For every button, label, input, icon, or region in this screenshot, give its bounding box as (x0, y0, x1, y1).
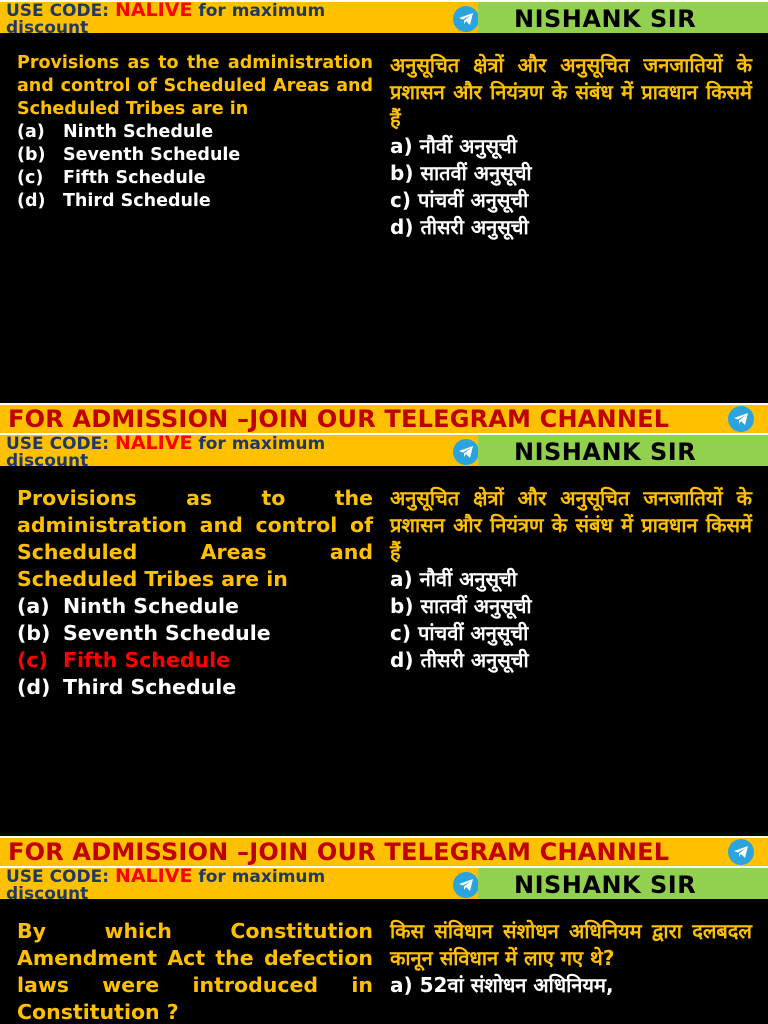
option-d-hindi[interactable] (390, 214, 752, 241)
question-hindi (390, 52, 752, 241)
option-a[interactable] (17, 121, 373, 144)
promo-code: NALIVE (114, 0, 193, 21)
promo-code: NALIVE (114, 433, 193, 454)
option-c[interactable] (17, 167, 373, 190)
option-a-hindi[interactable] (390, 566, 752, 593)
option-c-hindi[interactable] (390, 620, 752, 647)
options-english (17, 593, 373, 701)
promo-prefix: USE CODE: (6, 1, 115, 21)
option-text: Ninth Schedule (63, 122, 214, 142)
slide-header (0, 433, 768, 471)
option-b-hindi[interactable] (390, 160, 752, 187)
option-label: a) (390, 134, 413, 158)
option-b[interactable] (17, 144, 373, 167)
telegram-icon[interactable] (728, 406, 754, 432)
slide-header (0, 866, 768, 904)
option-label: d) (390, 215, 414, 239)
question-hindi (390, 485, 752, 674)
slide-header (0, 0, 768, 38)
telegram-icon[interactable] (453, 439, 479, 465)
option-text: तीसरी अनुसूची (420, 648, 529, 672)
option-text: Seventh Schedule (63, 621, 271, 645)
question-english (17, 918, 373, 1024)
admission-banner[interactable] (0, 403, 768, 433)
option-d-hindi[interactable] (390, 647, 752, 674)
option-text: Ninth Schedule (63, 594, 239, 618)
option-a[interactable] (17, 593, 373, 620)
question-hindi (390, 918, 752, 999)
option-label: (a) (17, 122, 45, 142)
option-text: नौवीं अनुसूची (419, 134, 517, 158)
telegram-icon[interactable] (728, 839, 754, 865)
promo-banner (6, 435, 366, 470)
question-slide-1 (0, 0, 768, 433)
option-text: पांचवीं अनुसूची (417, 188, 529, 212)
question-text-hindi: अनुसूचित क्षेत्रों और अनुसूचित जनजातियों के प्रशासन और नियंत्रण के संबंध में प्रावधान किसमें हैं (390, 53, 752, 131)
option-text: नौवीं अनुसूची (419, 567, 517, 591)
option-d[interactable] (17, 190, 373, 213)
option-label: d) (390, 648, 414, 672)
option-label: (d) (17, 675, 51, 699)
option-label: b) (390, 161, 414, 185)
option-label: (a) (17, 594, 50, 618)
question-text-hindi: अनुसूचित क्षेत्रों और अनुसूचित जनजातियों के प्रशासन और नियंत्रण के संबंध में प्रावधान किसमें हैं (390, 486, 752, 564)
options-hindi (390, 566, 752, 674)
question-text: Provisions as to the administration and control of Scheduled Areas and Scheduled Tribes are in (17, 53, 373, 119)
options-english (17, 121, 373, 213)
teacher-name: NISHANK SIR (514, 5, 697, 33)
option-text: Third Schedule (63, 675, 237, 699)
admission-text: FOR ADMISSION –JOIN OUR TELEGRAM CHANNEL (8, 838, 670, 866)
telegram-icon[interactable] (453, 872, 479, 898)
question-text-hindi: किस संविधान संशोधन अधिनियम द्वारा दलबदल कानून संविधान में लाए गए थे? (390, 919, 752, 970)
options-hindi (390, 133, 752, 241)
promo-banner (6, 2, 366, 37)
option-label: c) (390, 188, 411, 212)
promo-prefix: USE CODE: (6, 434, 115, 454)
option-text: 52वां संशोधन अधिनियम, (419, 973, 614, 997)
option-text: Fifth Schedule (63, 648, 231, 672)
option-label: (c) (17, 648, 48, 672)
option-text: पांचवीं अनुसूची (417, 621, 529, 645)
promo-banner (6, 868, 366, 903)
option-label: c) (390, 621, 411, 645)
promo-suffix: for maximum discount (6, 1, 326, 38)
promo-suffix: for maximum discount (6, 867, 326, 904)
option-label: (b) (17, 621, 51, 645)
question-slide-2 (0, 433, 768, 866)
teacher-name: NISHANK SIR (514, 438, 697, 466)
option-label: (c) (17, 168, 44, 188)
option-label: a) (390, 973, 413, 997)
option-text: Fifth Schedule (63, 168, 206, 188)
option-b[interactable] (17, 620, 373, 647)
option-label: (d) (17, 191, 46, 211)
promo-code: NALIVE (114, 866, 193, 887)
option-c-correct[interactable] (17, 647, 373, 674)
option-text: Third Schedule (63, 191, 211, 211)
option-a-hindi[interactable] (390, 972, 752, 999)
telegram-icon[interactable] (453, 6, 479, 32)
option-label: a) (390, 567, 413, 591)
option-text: सातवीं अनुसूची (420, 161, 532, 185)
question-english (17, 52, 373, 213)
option-label: (b) (17, 145, 46, 165)
promo-prefix: USE CODE: (6, 867, 115, 887)
promo-suffix: for maximum discount (6, 434, 326, 471)
teacher-name: NISHANK SIR (514, 871, 697, 899)
option-text: सातवीं अनुसूची (420, 594, 532, 618)
option-text: Seventh Schedule (63, 145, 241, 165)
options-hindi (390, 972, 752, 999)
admission-banner[interactable] (0, 836, 768, 866)
option-label: b) (390, 594, 414, 618)
option-c-hindi[interactable] (390, 187, 752, 214)
option-b-hindi[interactable] (390, 593, 752, 620)
admission-text: FOR ADMISSION –JOIN OUR TELEGRAM CHANNEL (8, 405, 670, 433)
option-d[interactable] (17, 674, 373, 701)
question-slide-3 (0, 866, 768, 1024)
question-text: By which Constitution Amendment Act the defection laws were introduced in Constitution ? (17, 919, 373, 1024)
question-text: Provisions as to the administration and control of Scheduled Areas and Scheduled Tribes are in (17, 486, 373, 591)
question-english (17, 485, 373, 701)
option-text: तीसरी अनुसूची (420, 215, 529, 239)
option-a-hindi[interactable] (390, 133, 752, 160)
